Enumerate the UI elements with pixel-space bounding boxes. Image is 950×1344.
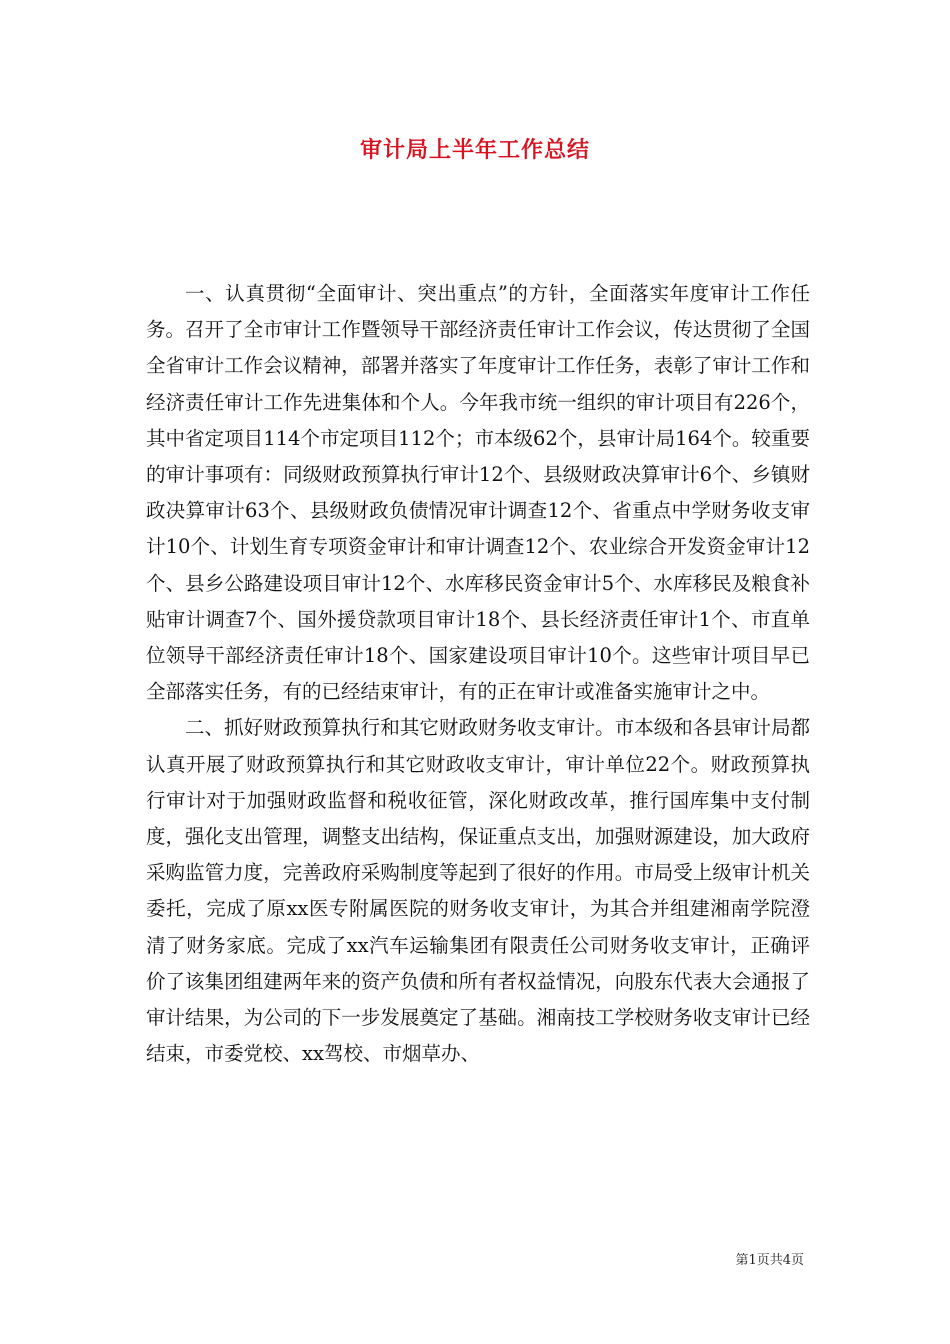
- paragraph-1: 一、认真贯彻“全面审计、突出重点”的方针，全面落实年度审计工作任务。召开了全市审计工作暨领导干部经济责任审计工作会议，传达贯彻了全国全省审计工作会议精神，部署并落实了年度审计工作任务，表彰了审计工作和经济责任审计工作先进集体和个人。今年我市统一组织的审计项目有226个，其中省定项目114个市定项目112个；市本级62个，县审计局164个。较重要的审计事项有：同级财政预算执行审计12个、县级财政决算审计6个、乡镇财政决算审计63个、县级财政负债情况审计调查12个、省重点中学财务收支审计10个、计划生育专项资金审计和审计调查12个、农业综合开发资金审计12个、县乡公路建设项目审计12个、水库移民资金审计5个、水库移民及粮食补贴审计调查7个、国外援贷款项目审计18个、县长经济责任审计1个、市直单位领导干部经济责任审计18个、国家建设项目审计10个。这些审计项目早已全部落实任务，有的已经结束审计，有的正在审计或准备实施审计之中。: [146, 282, 810, 704]
- page-number-footer: 第1页共4页: [735, 1253, 804, 1268]
- document-body: [146, 276, 810, 1072]
- paragraph-2: 二、抓好财政预算执行和其它财政财务收支审计。市本级和各县审计局都认真开展了财政预算执行和其它财政收支审计，审计单位22个。财政预算执行审计对于加强财政监督和税收征管，深化财政改革，推行国库集中支付制度，强化支出管理，调整支出结构，保证重点支出，加强财源建设，加大政府采购监管力度，完善政府采购制度等起到了很好的作用。市局受上级审计机关委托，完成了原xx医专附属医院的财务收支审计，为其合并组建湘南学院澄清了财务家底。完成了xx汽车运输集团有限责任公司财务收支审计，正确评价了该集团组建两年来的资产负债和所有者权益情况，向股东代表大会通报了审计结果，为公司的下一步发展奠定了基础。湘南技工学校财务收支审计已经结束，市委党校、xx驾校、市烟草办、: [146, 716, 810, 1066]
- document-title: 审计局上半年工作总结: [359, 137, 590, 163]
